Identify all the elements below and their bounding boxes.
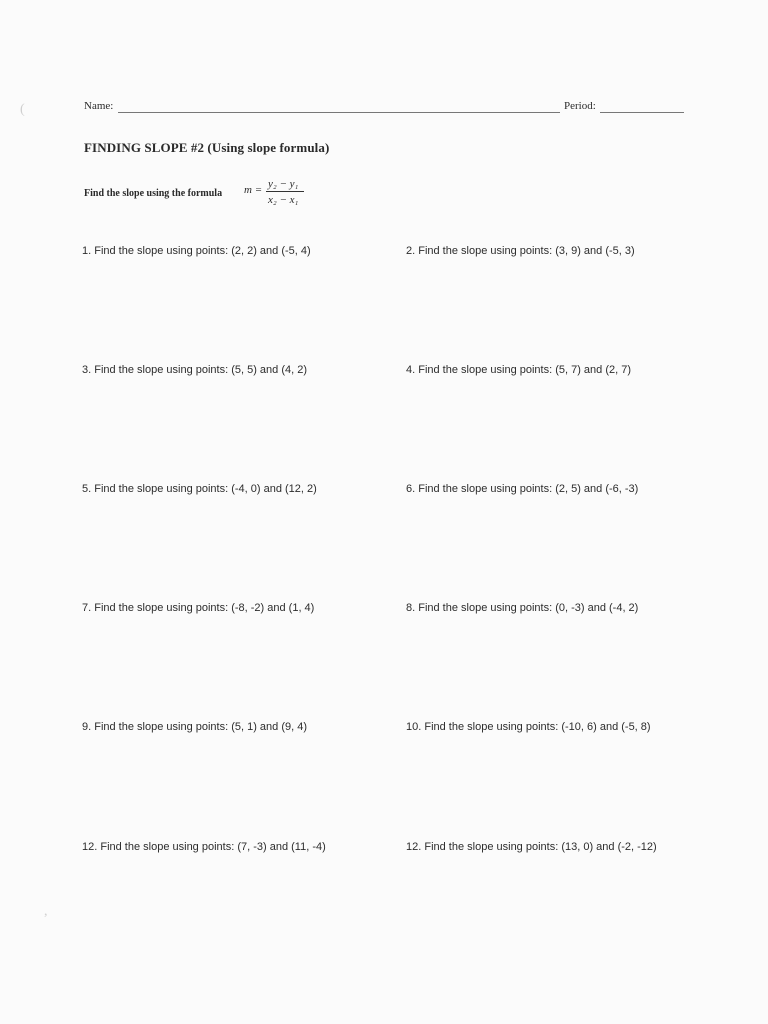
problem-9: 9. Find the slope using points: (5, 1) and (9, 4) [82, 721, 308, 733]
formula-denominator: x₂ − x₁ [268, 194, 299, 206]
problem-8: 8. Find the slope using points: (0, -3) and (-4, 2) [406, 602, 639, 614]
worksheet-title: FINDING SLOPE #2 (Using slope formula) [84, 140, 330, 155]
name-field-line [118, 112, 560, 113]
slope-formula [244, 178, 314, 210]
problem-3: 3. Find the slope using points: (5, 5) and (4, 2) [82, 364, 308, 376]
scan-mark: , [44, 904, 48, 919]
problem-1: 1. Find the slope using points: (2, 2) and (-5, 4) [82, 245, 311, 257]
formula-lhs: m = [244, 184, 263, 196]
problem-5: 5. Find the slope using points: (-4, 0) and (12, 2) [82, 483, 317, 495]
period-field-line [600, 112, 684, 113]
problem-10: 10. Find the slope using points: (-10, 6) and (-5, 8) [406, 721, 651, 733]
problem-12: 12. Find the slope using points: (13, 0) and (-2, -12) [406, 841, 657, 853]
scan-mark: ( [20, 102, 25, 117]
fraction-bar [266, 191, 304, 192]
problem-4: 4. Find the slope using points: (5, 7) and (2, 7) [406, 364, 632, 376]
header-row [84, 98, 684, 116]
formula-instruction [84, 178, 344, 212]
problem-6: 6. Find the slope using points: (2, 5) and (-6, -3) [406, 483, 639, 495]
period-label: Period: [564, 100, 596, 112]
formula-numerator: y₂ − y₁ [268, 178, 299, 190]
problem-11: 12. Find the slope using points: (7, -3) and (11, -4) [82, 841, 326, 853]
problem-2: 2. Find the slope using points: (3, 9) and (-5, 3) [406, 245, 635, 257]
problem-7: 7. Find the slope using points: (-8, -2) and (1, 4) [82, 602, 315, 614]
formula-label: Find the slope using the formula [84, 188, 223, 199]
name-label: Name: [84, 100, 114, 112]
